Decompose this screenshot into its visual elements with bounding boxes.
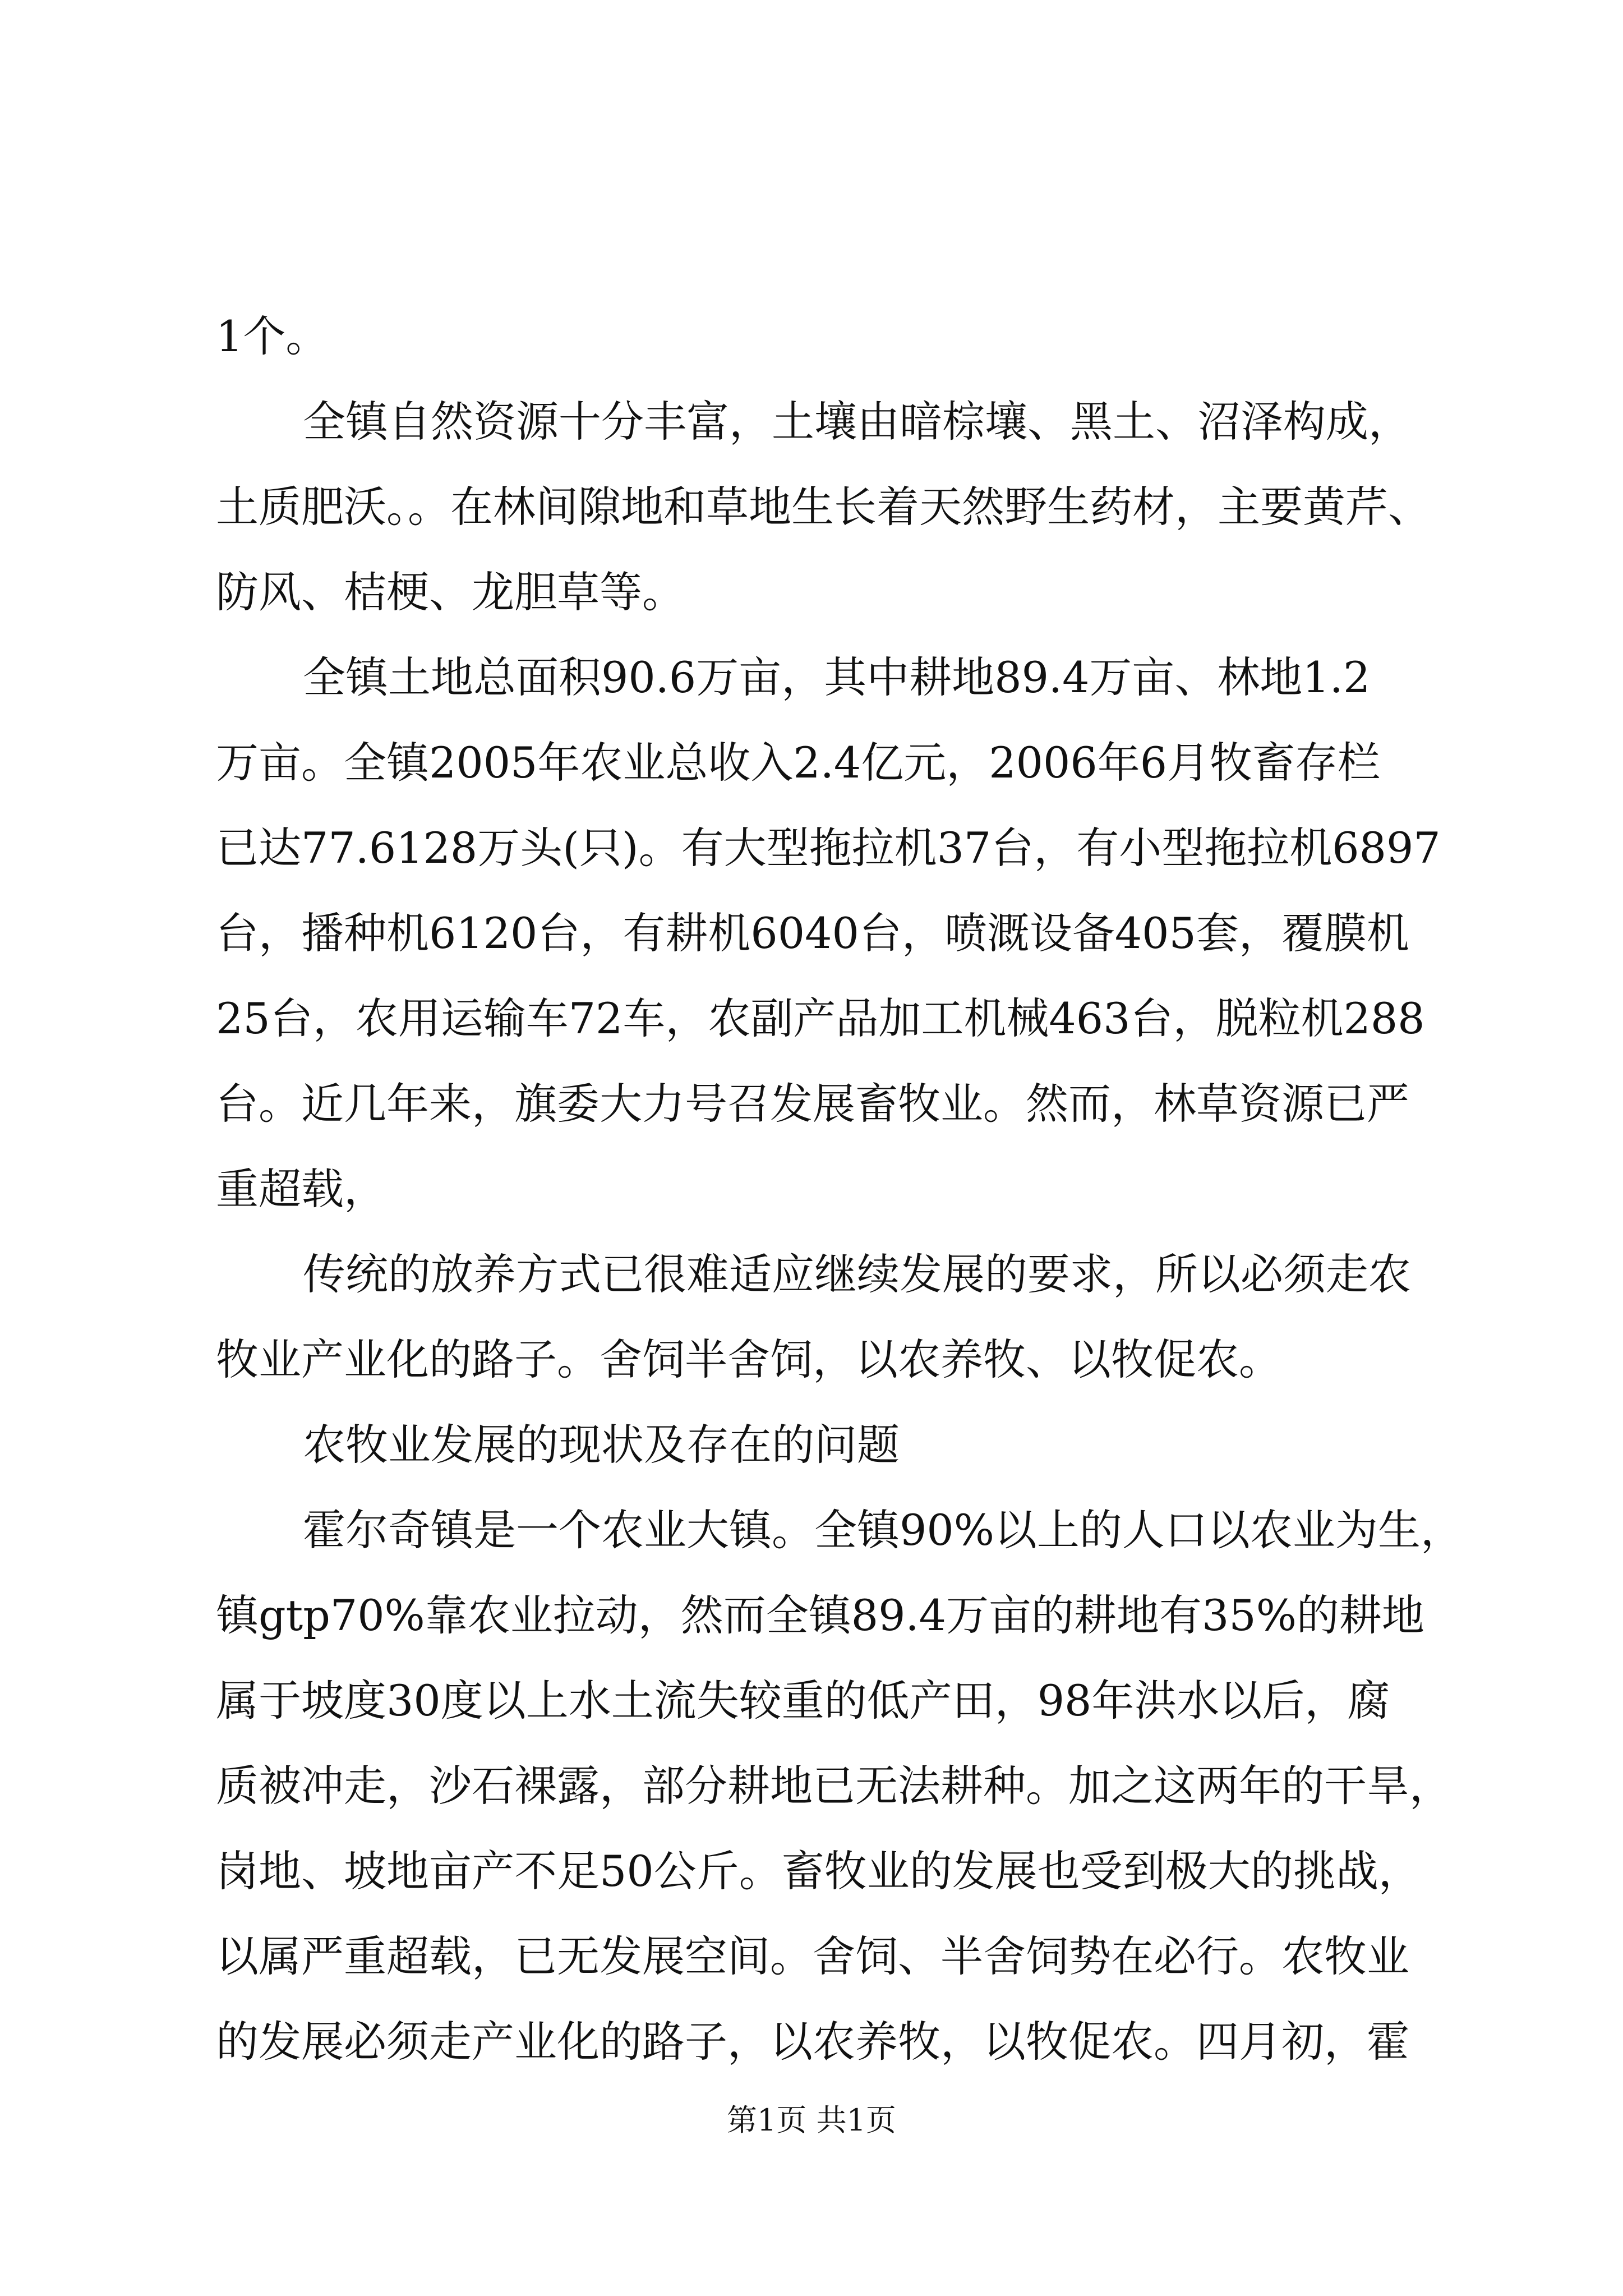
text-line: 已达77.6128万头(只)。有大型拖拉机37台，有小型拖拉机6897 [216, 823, 1441, 873]
text-line: 镇gtp70%靠农业拉动，然而全镇89.4万亩的耕地有35%的耕地 [216, 1590, 1424, 1640]
text-line: 岗地、坡地亩产不足50公斤。畜牧业的发展也受到极大的挑战， [216, 1846, 1421, 1896]
text-line: 25台，农用运输车72车，农副产品加工机械463台，脱粒机288 [216, 993, 1425, 1043]
section-heading: 农牧业发展的现状及存在的问题 [303, 1420, 900, 1470]
paragraph-first-line: 霍尔奇镇是一个农业大镇。全镇90%以上的人口以农业为生， [303, 1505, 1463, 1555]
text-line: 属于坡度30度以上水土流失较重的低产田，98年洪水以后，腐 [216, 1676, 1390, 1726]
page-footer: 第1页 共1页 [727, 2102, 896, 2138]
text-line: 土质肥沃。。在林间隙地和草地生长着天然野生药材，主要黄芹、 [216, 482, 1431, 532]
text-line: 台。近几年来，旗委大力号召发展畜牧业。然而，林草资源已严 [216, 1079, 1409, 1129]
text-line: 万亩。全镇2005年农业总收入2.4亿元，2006年6月牧畜存栏 [216, 738, 1381, 788]
text-line: 重超载， [216, 1164, 386, 1214]
text-line: 防风、桔梗、龙胆草等。 [216, 567, 685, 617]
paragraph-first-line: 传统的放养方式已很难适应继续发展的要求，所以必须走农 [303, 1249, 1411, 1299]
text-line: 牧业产业化的路子。舍饲半舍饲，以农养牧、以牧促农。 [216, 1335, 1281, 1384]
text-line: 质被冲走，沙石裸露，部分耕地已无法耕种。加之这两年的干旱， [216, 1761, 1452, 1811]
text-line: 1个。 [216, 311, 329, 361]
paragraph-first-line: 全镇自然资源十分丰富，土壤由暗棕壤、黑土、沼泽构成， [303, 397, 1411, 447]
text-line: 以属严重超载，已无发展空间。舍饲、半舍饲势在必行。农牧业 [216, 1931, 1409, 1981]
text-line: 的发展必须走产业化的路子，以农养牧，以牧促农。四月初，霍 [216, 2017, 1409, 2067]
paragraph-first-line: 全镇土地总面积90.6万亩，其中耕地89.4万亩、林地1.2 [303, 652, 1371, 702]
text-line: 台，播种机6120台，有耕机6040台，喷溉设备405套，覆膜机 [216, 908, 1409, 958]
